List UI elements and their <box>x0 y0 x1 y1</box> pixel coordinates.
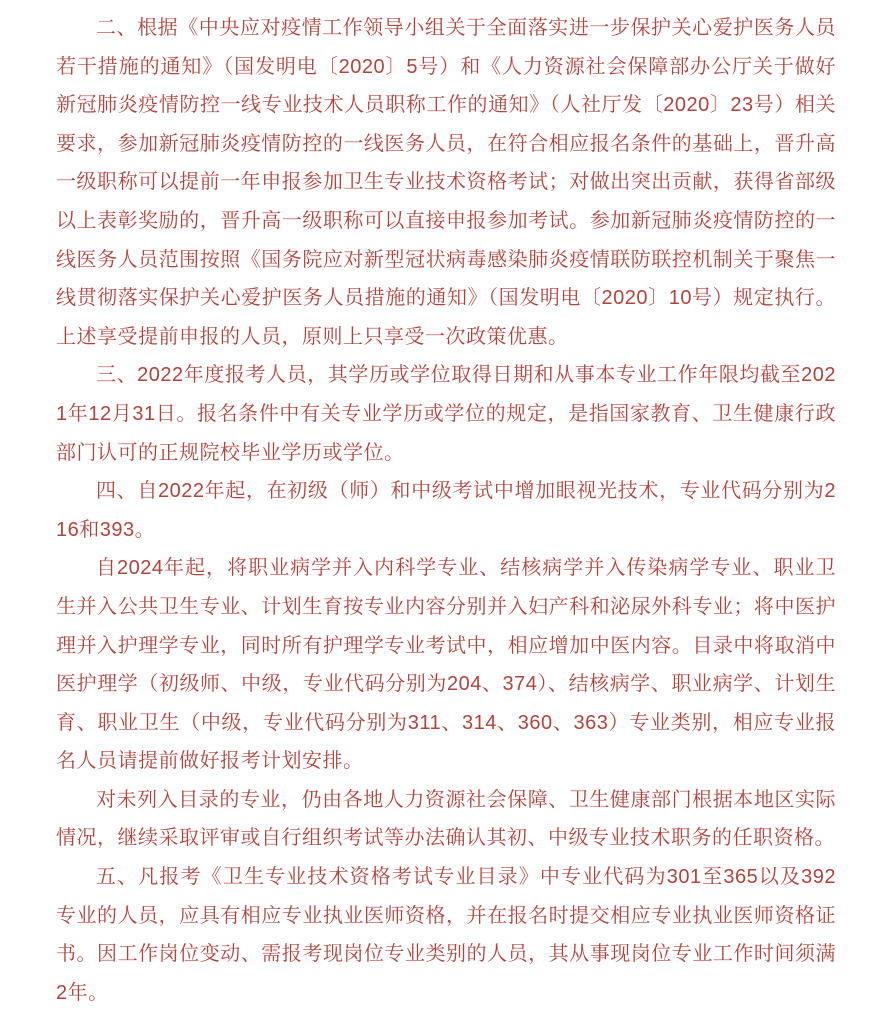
paragraph-item-4b: 自2024年起，将职业病学并入内科学专业、结核病学并入传染病学专业、职业卫生并入公共卫生专业、计划生育按专业内容分别并入妇产科和泌尿外科专业；将中医护理并入护理学专业，同时所有护理学专业考试中，相应增加中医内容。目录中将取消中医护理学（初级师、中级，专业代码分别为204、374）、结核病学、职业病学、计划生育、职业卫生（中级，专业代码分别为311、314、360、363）专业类别，相应专业报名人员请提前做好报考计划安排。 <box>56 557 836 773</box>
paragraph-item-2: 二、根据《中央应对疫情工作领导小组关于全面落实进一步保护关心爱护医务人员若干措施的通知》（国发明电〔2020〕5号）和《人力资源社会保障部办公厅关于做好新冠肺炎疫情防控一线专业技术人员职称工作的通知》（人社厅发〔2020〕23号）相关要求，参加新冠肺炎疫情防控的一线医务人员，在符合相应报名条件的基础上，晋升高一级职称可以提前一年申报参加卫生专业技术资格考试；对做出突出贡献，获得省部级以上表彰奖励的，晋升高一级职称可以直接申报参加考试。参加新冠肺炎疫情防控的一线医务人员范围按照《国务院应对新型冠状病毒感染肺炎疫情联防联控机制关于聚焦一线贯彻落实保护关心爱护医务人员措施的通知》（国发明电〔2020〕10号）规定执行。上述享受提前申报的人员，原则上只享受一次政策优惠。 <box>56 17 836 348</box>
paragraph-item-4c: 对未列入目录的专业，仍由各地人力资源社会保障、卫生健康部门根据本地区实际情况，继续采取评审或自行组织考试等办法确认其初、中级专业技术职务的任职资格。 <box>56 788 836 850</box>
paragraph-item-4: 四、自2022年起，在初级（师）和中级考试中增加眼视光技术，专业代码分别为216和393。 <box>56 480 836 541</box>
paragraph-item-3: 三、2022年度报考人员，其学历或学位取得日期和从事本专业工作年限均截至2021年12月31日。报名条件中有关专业学历或学位的规定，是指国家教育、卫生健康行政部门认可的正规院校毕业学历或学位。 <box>56 364 836 464</box>
paragraph-item-5: 五、凡报考《卫生专业技术资格考试专业目录》中专业代码为301至365以及392专业的人员，应具有相应专业执业医师资格，并在报名时提交相应专业执业医师资格证书。因工作岗位变动、需报考现岗位专业类别的人员，其从事现岗位专业工作时间须满2年。 <box>56 866 836 1004</box>
